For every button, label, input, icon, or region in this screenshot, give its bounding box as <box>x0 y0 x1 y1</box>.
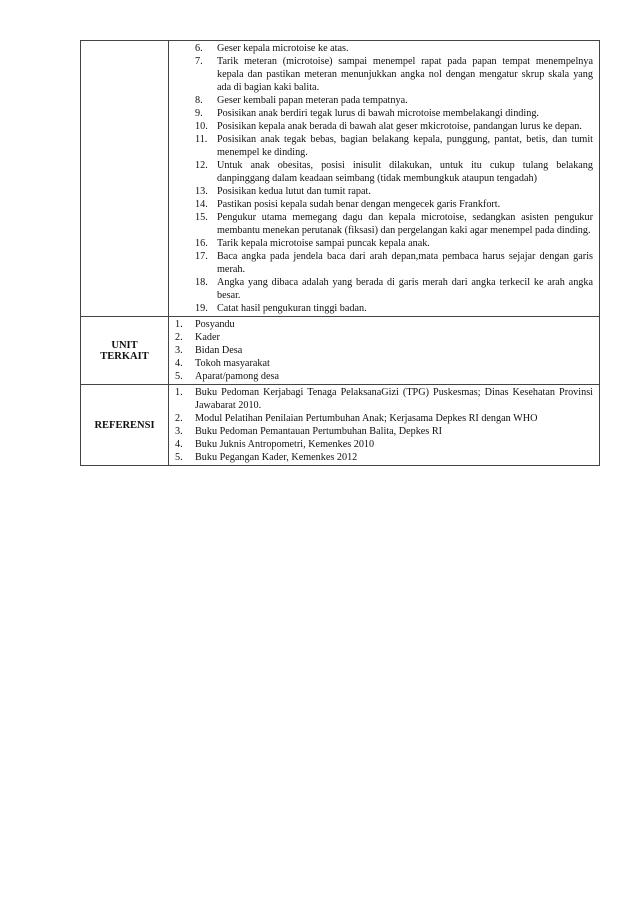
unit-item-text: Posyandu <box>195 319 235 330</box>
unit-item <box>169 370 593 383</box>
referensi-list <box>169 385 599 465</box>
referensi-label-cell <box>81 385 169 466</box>
procedure-step <box>169 94 593 107</box>
procedure-step-text: Untuk anak obesitas, posisi inisulit dilakukan, untuk itu cukup tulang belakang danpinggang dalam keadaan seimbang (tidak membungkuk ataupun tengadah) <box>217 160 593 184</box>
procedure-step-number: 16. <box>195 238 208 249</box>
unit-terkait-label-line2: TERKAIT <box>100 350 149 362</box>
procedure-step-text: Baca angka pada jendela baca dari arah depan,mata pembaca harus sejajar dengan garis merah. <box>217 251 593 275</box>
procedure-step <box>169 198 593 211</box>
unit-item-number: 3. <box>175 345 183 356</box>
procedure-step <box>169 159 593 185</box>
procedure-steps-list <box>169 41 599 316</box>
reference-item-number: 1. <box>175 387 183 398</box>
procedure-step <box>169 250 593 276</box>
reference-item-number: 3. <box>175 426 183 437</box>
procedure-step-text: Posisikan anak berdiri tegak lurus di bawah microtoise membelakangi dinding. <box>217 108 539 119</box>
procedure-step-text: Posisikan kedua lutut dan tumit rapat. <box>217 186 371 197</box>
procedure-step-number: 9. <box>195 108 203 119</box>
referensi-body-cell <box>169 385 600 466</box>
reference-item <box>169 438 593 451</box>
reference-item <box>169 412 593 425</box>
procedure-step <box>169 276 593 302</box>
unit-item-number: 4. <box>175 358 183 369</box>
reference-item-text: Modul Pelatihan Penilaian Pertumbuhan Anak; Kerjasama Depkes RI dengan WHO <box>195 413 538 424</box>
unit-item <box>169 318 593 331</box>
unit-item <box>169 344 593 357</box>
procedure-step <box>169 55 593 94</box>
procedure-step-number: 8. <box>195 95 203 106</box>
procedure-step-number: 10. <box>195 121 208 132</box>
reference-item <box>169 386 593 412</box>
reference-item-number: 5. <box>175 452 183 463</box>
unit-terkait-body-cell <box>169 317 600 385</box>
unit-terkait-label-line1: UNIT <box>111 339 138 351</box>
unit-terkait-row <box>81 317 600 385</box>
referensi-label: REFERENSI <box>94 419 155 431</box>
unit-item-number: 2. <box>175 332 183 343</box>
procedure-step <box>169 107 593 120</box>
unit-item-text: Kader <box>195 332 220 343</box>
procedure-body-cell <box>169 41 600 317</box>
procedure-label-cell <box>81 41 169 317</box>
reference-item-text: Buku Pegangan Kader, Kemenkes 2012 <box>195 452 358 463</box>
procedure-step-text: Tarik meteran (microtoise) sampai menempel rapat pada papan tempat menempelnya kepala dan pastikan meteran menunjukkan angka nol dengan mengatur skrup skala yang ada di bagian kaki balita. <box>217 56 593 93</box>
procedure-step-number: 13. <box>195 186 208 197</box>
procedure-step-text: Angka yang dibaca adalah yang berada di garis merah dari angka terkecil ke arah angka besar. <box>217 277 593 301</box>
reference-item-text: Buku Juknis Antropometri, Kemenkes 2010 <box>195 439 375 450</box>
procedure-step-text: Geser kepala microtoise ke atas. <box>217 43 349 54</box>
procedure-step <box>169 237 593 250</box>
procedure-step-number: 14. <box>195 199 208 210</box>
reference-item-number: 2. <box>175 413 183 424</box>
procedure-step <box>169 133 593 159</box>
procedure-step-text: Pengukur utama memegang dagu dan kepala microtoise, sedangkan asisten pengukur membantu menekan perutanak (fiksasi) dan pergelangan kaki agar menempel pada dinding. <box>217 212 593 236</box>
reference-item <box>169 451 593 464</box>
unit-item <box>169 331 593 344</box>
procedure-step-number: 12. <box>195 160 208 171</box>
procedure-step-text: Posisikan kepala anak berada di bawah alat geser mkicrotoise, pandangan lurus ke depan. <box>217 121 582 132</box>
procedure-step-number: 17. <box>195 251 208 262</box>
procedure-step-number: 18. <box>195 277 208 288</box>
procedure-step-text: Tarik kepala microtoise sampai puncak kepala anak. <box>217 238 430 249</box>
procedure-row <box>81 41 600 317</box>
procedure-step-number: 7. <box>195 56 203 67</box>
procedure-step <box>169 120 593 133</box>
unit-terkait-list <box>169 317 599 384</box>
unit-item-text: Aparat/pamong desa <box>195 371 280 382</box>
reference-item-number: 4. <box>175 439 183 450</box>
unit-item-number: 5. <box>175 371 183 382</box>
procedure-step <box>169 211 593 237</box>
reference-item <box>169 425 593 438</box>
reference-item-text: Buku Pedoman Kerjabagi Tenaga PelaksanaGizi (TPG) Puskesmas; Dinas Kesehatan Provinsi Jawabarat 2010. <box>195 387 593 411</box>
reference-item-text: Buku Pedoman Pemantauan Pertumbuhan Balita, Depkes RI <box>195 426 443 437</box>
unit-item <box>169 357 593 370</box>
sop-table <box>80 40 600 466</box>
procedure-step <box>169 185 593 198</box>
unit-item-number: 1. <box>175 319 183 330</box>
procedure-step-number: 15. <box>195 212 208 223</box>
procedure-step <box>169 42 593 55</box>
procedure-step-number: 19. <box>195 303 208 314</box>
procedure-step-text: Geser kembali papan meteran pada tempatnya. <box>217 95 408 106</box>
procedure-step-text: Posisikan anak tegak bebas, bagian belakang kepala, punggung, pantat, betis, dan tumit menempel ke dinding. <box>217 134 593 158</box>
procedure-step-number: 6. <box>195 43 203 54</box>
referensi-row <box>81 385 600 466</box>
unit-item-text: Tokoh masyarakat <box>195 358 270 369</box>
procedure-step-number: 11. <box>195 134 208 145</box>
procedure-step <box>169 302 593 315</box>
unit-terkait-label-cell <box>81 317 169 385</box>
procedure-step-text: Pastikan posisi kepala sudah benar dengan mengecek garis Frankfort. <box>217 199 501 210</box>
procedure-step-text: Catat hasil pengukuran tinggi badan. <box>217 303 367 314</box>
unit-item-text: Bidan Desa <box>195 345 243 356</box>
